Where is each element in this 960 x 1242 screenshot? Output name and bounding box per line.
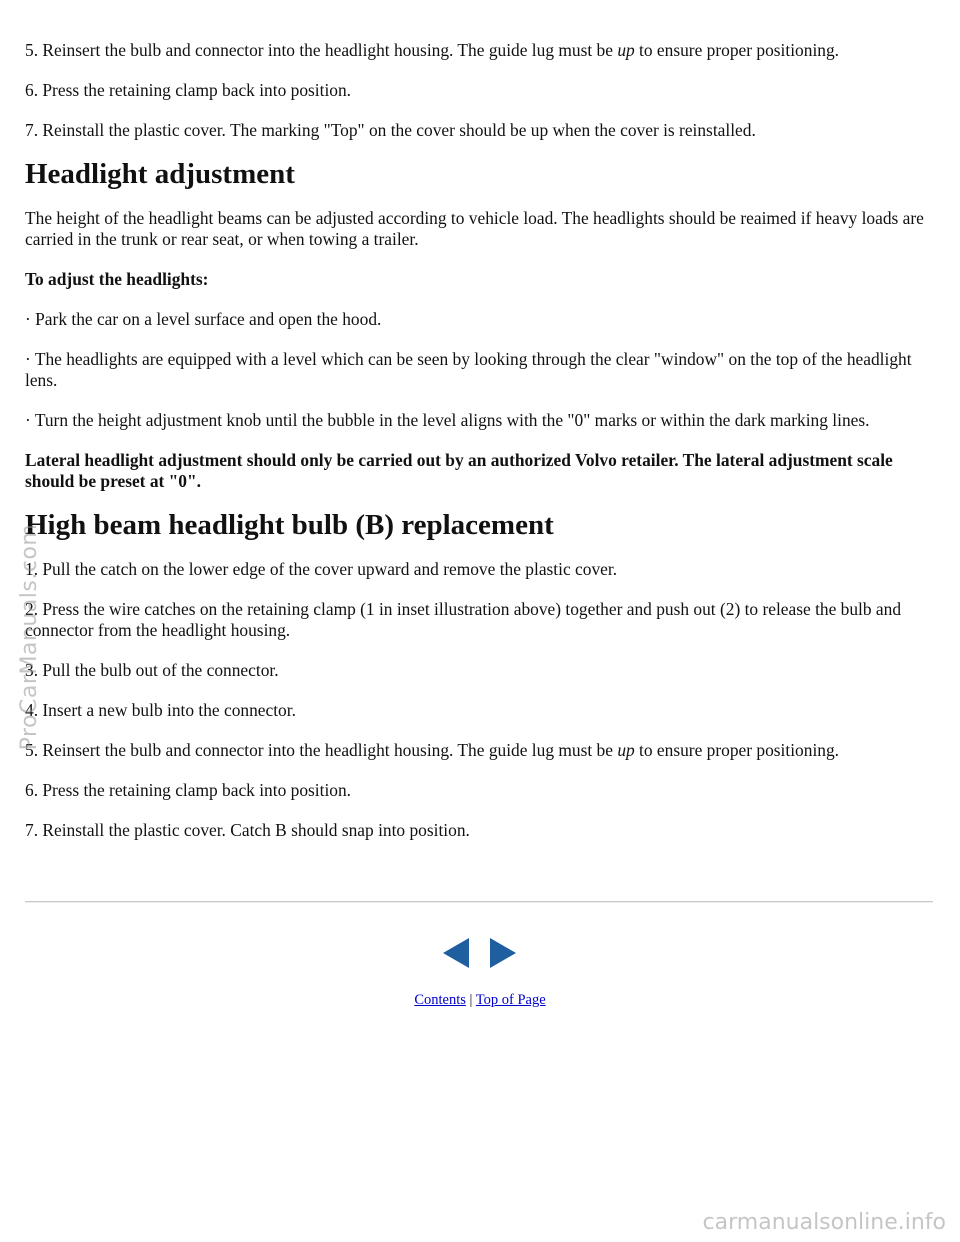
adjust-bullet: · Turn the height adjustment knob until the bubble in the level aligns with the "0" marks or within the dark marking lines.	[25, 410, 870, 430]
right-arrow-icon[interactable]	[490, 938, 516, 968]
adjust-bullet: · Park the car on a level surface and open the hood.	[25, 309, 382, 329]
high-beam-step: 6. Press the retaining clamp back into position.	[25, 780, 352, 800]
footer-links	[0, 990, 960, 1010]
link-separator: |	[469, 992, 473, 1008]
high-beam-step: 2. Press the wire catches on the retaining clamp (1 in inset illustration above) together and push out (2) to release the bulb and connector from the headlight housing.	[25, 599, 902, 640]
section-divider	[25, 901, 933, 903]
high-beam-step: 7. Reinstall the plastic cover. Catch B should snap into position.	[25, 820, 470, 840]
adjust-bullet: · The headlights are equipped with a level which can be seen by looking through the clear "window" on the top of the headlight lens.	[25, 349, 912, 390]
nav-arrows	[443, 937, 517, 969]
high-beam-step: 5. Reinsert the bulb and connector into the headlight housing. The guide lug must be up to ensure proper positioning.	[25, 740, 840, 760]
left-arrow-icon[interactable]	[443, 938, 469, 968]
high-beam-step: 3. Pull the bulb out of the connector.	[25, 660, 279, 680]
high-beam-step: 1. Pull the catch on the lower edge of the cover upward and remove the plastic cover.	[25, 559, 618, 579]
step-5-reinsert: 5. Reinsert the bulb and connector into the headlight housing. The guide lug must be up to ensure proper positioning.	[25, 40, 840, 60]
high-beam-heading: High beam headlight bulb (B) replacement	[25, 509, 554, 541]
lateral-adjustment-warning: Lateral headlight adjustment should only be carried out by an authorized Volvo retailer. The lateral adjustment scale should be preset at "0".	[25, 450, 893, 491]
adjust-subheading: To adjust the headlights:	[25, 269, 209, 289]
step-6-clamp: 6. Press the retaining clamp back into position.	[25, 80, 352, 100]
top-of-page-link[interactable]: Top of Page	[475, 992, 546, 1008]
manual-page-body	[25, 40, 937, 860]
step-7-cover: 7. Reinstall the plastic cover. The marking "Top" on the cover should be up when the cover is reinstalled.	[25, 120, 756, 140]
page-navigation	[443, 937, 517, 969]
side-watermark: ProCarManuals.com	[17, 523, 42, 751]
corner-watermark: carmanualsonline.info	[702, 1210, 946, 1235]
headlight-adjustment-heading: Headlight adjustment	[25, 158, 295, 190]
contents-link[interactable]: Contents	[414, 992, 466, 1008]
adjustment-intro: The height of the headlight beams can be adjusted according to vehicle load. The headlights should be reaimed if heavy loads are carried in the trunk or rear seat, or when towing a trailer.	[25, 208, 924, 249]
high-beam-step: 4. Insert a new bulb into the connector.	[25, 700, 296, 720]
